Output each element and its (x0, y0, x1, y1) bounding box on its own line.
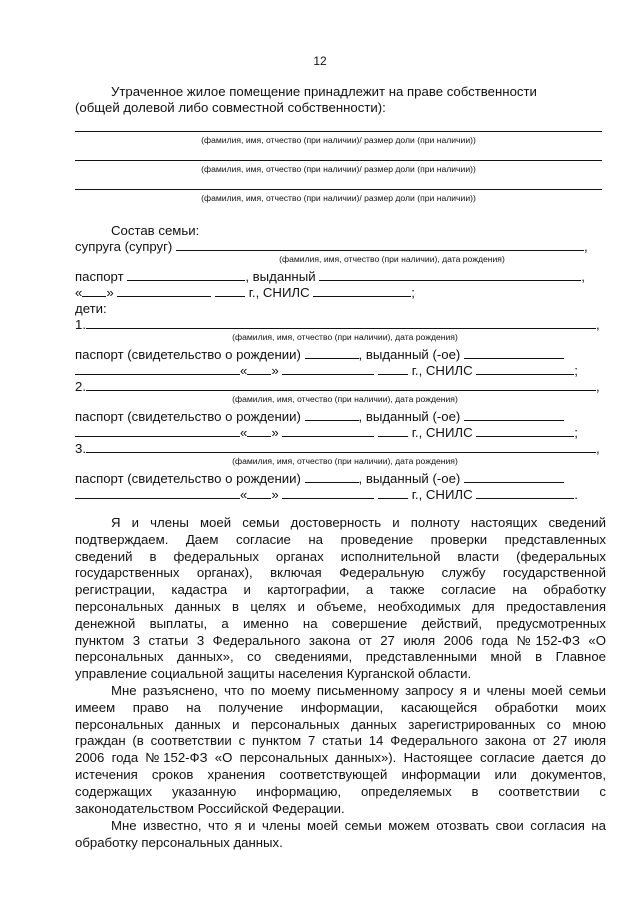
child-1-name-field[interactable] (86, 316, 596, 329)
child-3-year-field[interactable] (378, 486, 408, 499)
child-2-month-field[interactable] (282, 424, 374, 437)
owner-3-field[interactable] (75, 189, 602, 190)
child-1-issued-by-field[interactable] (464, 346, 564, 359)
child-1-day-field[interactable] (247, 362, 271, 375)
child-1-date-snils-row: « » г., СНИЛС ; (75, 362, 578, 379)
spouse-day-field[interactable] (82, 284, 106, 297)
child-2-doc-row: паспорт (свидетельство о рождении) , выданный (-ое) (75, 408, 564, 425)
child-2-name-field[interactable] (86, 378, 596, 391)
child-1-issuer-field[interactable] (75, 362, 240, 375)
spouse-label: супруга (супруг) (75, 239, 173, 254)
owner-1-field[interactable] (75, 131, 602, 132)
family-heading: Состав семьи: (111, 223, 200, 238)
child-3-doc-field[interactable] (305, 470, 359, 483)
child-1-caption: (фамилия, имя, отчество (при наличии), дата рождения) (232, 332, 458, 342)
spouse-passport-field[interactable] (127, 268, 245, 281)
child-2-year-field[interactable] (378, 424, 408, 437)
child-2-caption: (фамилия, имя, отчество (при наличии), дата рождения) (232, 394, 458, 404)
child-3-month-field[interactable] (282, 486, 374, 499)
owner-2-field[interactable] (75, 160, 602, 161)
passport-label: паспорт (75, 269, 124, 284)
child-2-issued-by-field[interactable] (464, 408, 564, 421)
child-3-doc-row: паспорт (свидетельство о рождении) , выданный (-ое) (75, 470, 564, 487)
child-2-date-snils-row: « » г., СНИЛС ; (75, 424, 578, 441)
spouse-issued-by-field[interactable] (319, 268, 581, 281)
owner-1-caption: (фамилия, имя, отчество (при наличии)/ размер доли (при наличии)) (201, 135, 476, 145)
child-3-issued-by-field[interactable] (464, 470, 564, 483)
child-3-row: 3. , (75, 441, 600, 456)
child-3-date-snils-row: « » г., СНИЛС . (75, 486, 578, 503)
child-2-doc-field[interactable] (305, 408, 359, 421)
child-1-month-field[interactable] (282, 362, 374, 375)
ownership-line-2: (общей долевой либо совместной собственности): (75, 100, 386, 115)
child-1-doc-field[interactable] (305, 346, 359, 359)
child-3-name-field[interactable] (86, 440, 596, 453)
spouse-date-snils-row: « » г., СНИЛС ; (75, 285, 415, 300)
issued-label: , выданный (245, 269, 316, 284)
spouse-month-field[interactable] (117, 284, 211, 297)
child-3-issuer-field[interactable] (75, 486, 240, 499)
child-2-row: 2. , (75, 379, 600, 394)
children-label: дети: (75, 301, 107, 316)
consent-paragraph-3: Мне известно, что я и члены моей семьи можем отозвать свои согласия на обработку персональных данных. (75, 818, 606, 850)
child-3-snils-field[interactable] (476, 486, 574, 499)
child-1-snils-field[interactable] (476, 362, 574, 375)
child-2-snils-field[interactable] (476, 424, 574, 437)
spouse-year-field[interactable] (215, 284, 245, 297)
ownership-line-1: Утраченное жилое помещение принадлежит на праве собственности (111, 84, 537, 99)
child-1-year-field[interactable] (378, 362, 408, 375)
consent-paragraph-2: Мне разъяснено, что по моему письменному запросу я и члены моей семьи имеем право на получение информации, касающейся обработки моих персональных данных и персональных данных зарегистрированных со мною граждан (в соответствии с пунктом 7 статьи 14 Федерального закона от 27 июля 2006 года №152-ФЗ «О персональных данных»). Настоящее согласие дается до истечения сроков хранения соответствующей информации или документов, содержащих указанную информацию, определяемых в соответствии с законодательством Российской Федерации. (75, 683, 606, 816)
child-1-row: 1. , (75, 317, 600, 332)
owner-2-caption: (фамилия, имя, отчество (при наличии)/ размер доли (при наличии)) (201, 164, 476, 174)
child-1-doc-row: паспорт (свидетельство о рождении) , выданный (-ое) (75, 346, 564, 363)
child-3-day-field[interactable] (247, 486, 271, 499)
owner-3-caption: (фамилия, имя, отчество (при наличии)/ размер доли (при наличии)) (201, 193, 476, 203)
consent-paragraph-1: Я и члены моей семьи достоверность и полноту настоящих сведений подтверждаем. Даем согласие на проведение проверки представленных сведений в федеральных органах исполнительной власти (федеральных государственных органах), включая Федеральную службу государственной регистрации, кадастра и картографии, а также согласие на обработку персональных данных в целях и объеме, необходимых для предоставления денежной выплаты, а именно на совершение действий, предусмотренных пунктом 3 статьи 3 Федерального закона от 27 июля 2006 года №152-ФЗ «О персональных данных», со сведениями, представленными мной в Главное управление социальной защиты населения Курганской области. (75, 515, 606, 682)
spouse-row: супруга (супруг) , (75, 239, 588, 254)
spouse-snils-field[interactable] (313, 284, 411, 297)
child-3-caption: (фамилия, имя, отчество (при наличии), дата рождения) (232, 456, 458, 466)
child-2-day-field[interactable] (247, 424, 271, 437)
spouse-caption: (фамилия, имя, отчество (при наличии), дата рождения) (279, 254, 505, 264)
child-2-issuer-field[interactable] (75, 424, 240, 437)
spouse-passport-row: паспорт , выданный , (75, 269, 585, 284)
page-number: 12 (313, 54, 327, 68)
year-snils-label: г., СНИЛС (248, 285, 310, 300)
spouse-name-field[interactable] (176, 238, 584, 251)
